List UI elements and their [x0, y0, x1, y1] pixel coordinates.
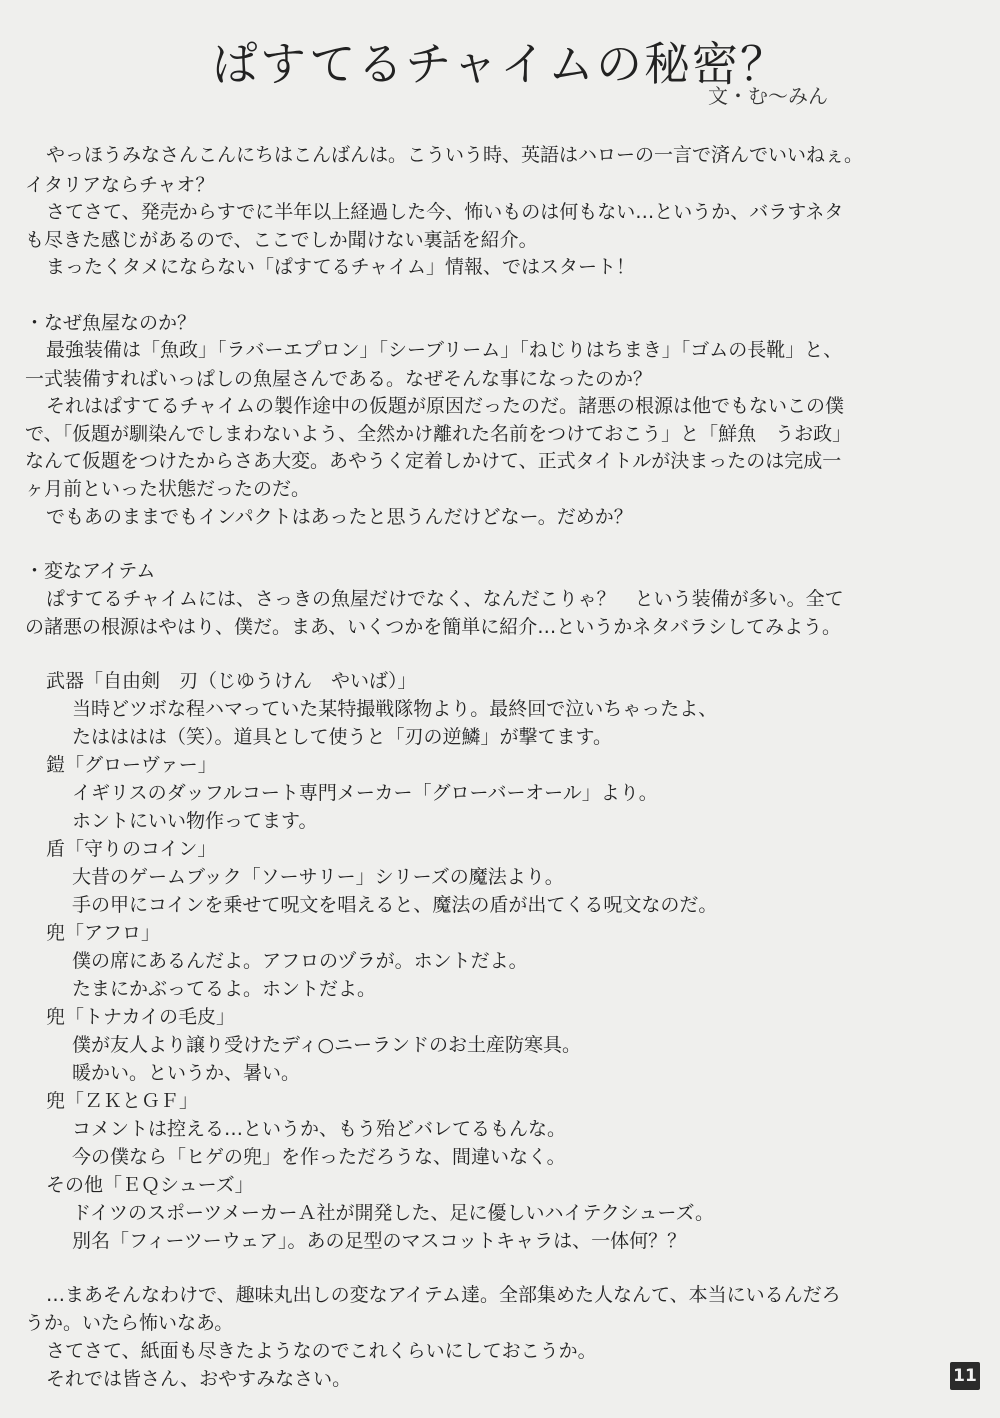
- text-line: 最強装備は「魚政」「ラバーエプロン」「シーブリーム」「ねじりはちまき」「ゴムの長靴」と、: [46, 339, 843, 361]
- text-line: でもあのままでもインパクトはあったと思うんだけどなー。だめか？: [46, 506, 633, 528]
- item-text: ホントにいい物作ってます。: [72, 810, 318, 832]
- author-credit: 文・む〜みん: [708, 84, 828, 108]
- text-line: ぱすてるチャイムには、さっきの魚屋だけでなく、なんだこりゃ？ という装備が多い。全て: [46, 588, 844, 610]
- text-line: それはぱすてるチャイムの製作途中の仮題が原因だったのだ。諸悪の根源は他でもないこの僕: [46, 395, 845, 417]
- item-heading: その他「ＥＱシューズ」: [46, 1174, 254, 1196]
- item-text: イギリスのダッフルコート専門メーカー「グローバーオール」より。: [72, 782, 658, 804]
- text-line: も尽きた感じがあるので、ここでしか聞けない裏話を紹介。: [25, 229, 538, 251]
- text-line: の諸悪の根源はやはり、僕だ。まあ、いくつかを簡単に紹介…というかネタバラシしてみよう。: [25, 616, 842, 638]
- text-line: イタリアならチャオ？: [25, 174, 215, 196]
- item-heading: 兜「ＺＫとＧＦ」: [46, 1090, 199, 1112]
- text-line: …まあそんなわけで、趣味丸出しの変なアイテム達。全部集めた人なんて、本当にいるんだろ: [46, 1284, 841, 1306]
- item-text: 僕が友人より譲り受けたディ○ニーランドのお土産防寒具。: [72, 1034, 582, 1056]
- text-line: うか。いたら怖いなあ。: [25, 1312, 234, 1334]
- page-title: ぱすてるチャイムの秘密？: [212, 37, 788, 91]
- text-line: それでは皆さん、おやすみなさい。: [46, 1368, 352, 1390]
- item-text: 当時どツボな程ハマっていた某特撮戦隊物より。最終回で泣いちゃったよ、: [72, 698, 718, 720]
- page-number: 11: [950, 1362, 980, 1390]
- item-text: 僕の席にあるんだよ。アフロのヅラが。ホントだよ。: [72, 950, 528, 972]
- item-text: たはははは（笑）。道具として使うと「刃の逆鱗」が撃てます。: [72, 726, 612, 748]
- text-line: なんて仮題をつけたからさあ大変。あやうく定着しかけて、正式タイトルが決まったのは完成一: [25, 450, 842, 472]
- item-text: たまにかぶってるよ。ホントだよ。: [72, 978, 377, 1000]
- item-text: 別名「フィーツーウェア」。あの足型のマスコットキャラは、一体何？？: [72, 1230, 687, 1252]
- text-line: さてさて、発売からすでに半年以上経過した今、怖いものは何もない…というか、バラすネタ: [46, 201, 844, 223]
- item-text: 暖かい。というか、暑い。: [72, 1062, 301, 1084]
- item-text: ドイツのスポーツメーカーＡ社が開発した、足に優しいハイテクシューズ。: [72, 1202, 715, 1224]
- item-text: 今の僕なら「ヒゲの兜」を作っただろうな、間違いなく。: [72, 1146, 566, 1168]
- text-line: まったくタメにならない「ぱすてるチャイム」情報、ではスタート！: [46, 256, 636, 278]
- item-heading: 兜「トナカイの毛皮」: [46, 1006, 236, 1028]
- item-text: 手の甲にコインを乗せて呪文を唱えると、魔法の盾が出てくる呪文なのだ。: [72, 894, 718, 916]
- text-line: さてさて、紙面も尽きたようなのでこれくらいにしておこうか。: [46, 1340, 597, 1362]
- item-heading: 鎧「グローヴァー」: [46, 754, 217, 776]
- text-line: やっほうみなさんこんにちはこんばんは。こういう時、英語はハローの一言で済んでいいねぇ。: [46, 144, 864, 166]
- section-heading: ・変なアイテム: [25, 560, 156, 582]
- section-heading: ・なぜ魚屋なのか？: [25, 312, 197, 334]
- text-line: 一式装備すればいっぱしの魚屋さんである。なぜそんな事になったのか？: [25, 368, 653, 390]
- item-heading: 兜「アフロ」: [46, 922, 161, 944]
- item-text: 大昔のゲームブック「ソーサリー」シリーズの魔法より。: [72, 866, 564, 888]
- text-line: で、「仮題が馴染んでしまわないよう、全然かけ離れた名前をつけておこう」と「鮮魚 うお政」: [25, 423, 852, 445]
- item-heading: 武器「自由剣 刃（じゆうけん やいば）」: [46, 670, 417, 692]
- item-heading: 盾「守りのコイン」: [46, 838, 217, 860]
- item-text: コメントは控える…というか、もう殆どバレてるもんな。: [72, 1118, 567, 1140]
- text-line: ヶ月前といった状態だったのだ。: [25, 478, 311, 500]
